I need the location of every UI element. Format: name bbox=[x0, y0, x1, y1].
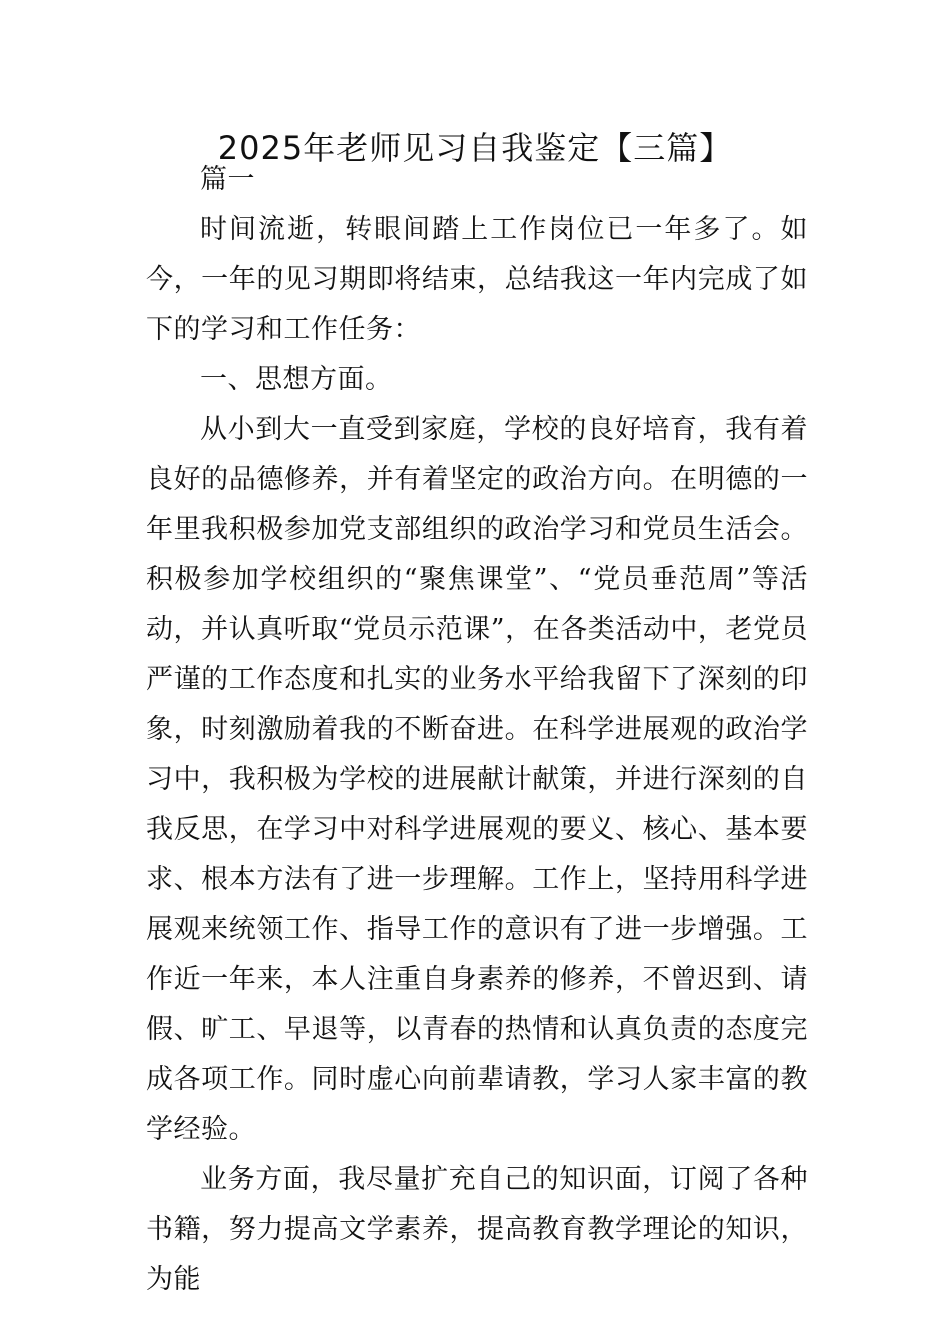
body-paragraph: 时间流逝，转眼间踏上工作岗位已一年多了。如今，一年的见习期即将结束，总结我这一年内完成了如下的学习和工作任务： bbox=[146, 214, 808, 345]
body-paragraph: 从小到大一直受到家庭，学校的良好培育，我有着良好的品德修养，并有着坚定的政治方向。在明德的一年里我积极参加党支部组织的政治学习和党员生活会。积极参加学校组织的“聚焦课堂”、“党员垂范周”等活动，并认真听取“党员示范课”，在各类活动中，老党员严谨的工作态度和扎实的业务水平给我留下了深刻的印象，时刻激励着我的不断奋进。在科学进展观的政治学习中，我积极为学校的进展献计献策，并进行深刻的自我反思，在学习中对科学进展观的要义、核心、基本要求、根本方法有了进一步理解。工作上，坚持用科学进展观来统领工作、指导工作的意识有了进一步增强。工作近一年来，本人注重自身素养的修养，不曾迟到、请假、旷工、早退等，以青春的热情和认真负责的态度完成各项工作。同时虚心向前辈请教，学习人家丰富的教学经验。 bbox=[146, 414, 808, 1145]
document-body bbox=[146, 155, 808, 1305]
section-heading-pian-yi: 篇一 bbox=[200, 164, 255, 195]
body-paragraph: 业务方面，我尽量扩充自己的知识面，订阅了各种书籍，努力提高文学素养，提高教育教学理论的知识，为能 bbox=[146, 1164, 808, 1295]
section-heading-thought: 一、思想方面。 bbox=[200, 364, 393, 395]
document-title: 2025年老师见习自我鉴定【三篇】 bbox=[217, 129, 733, 167]
